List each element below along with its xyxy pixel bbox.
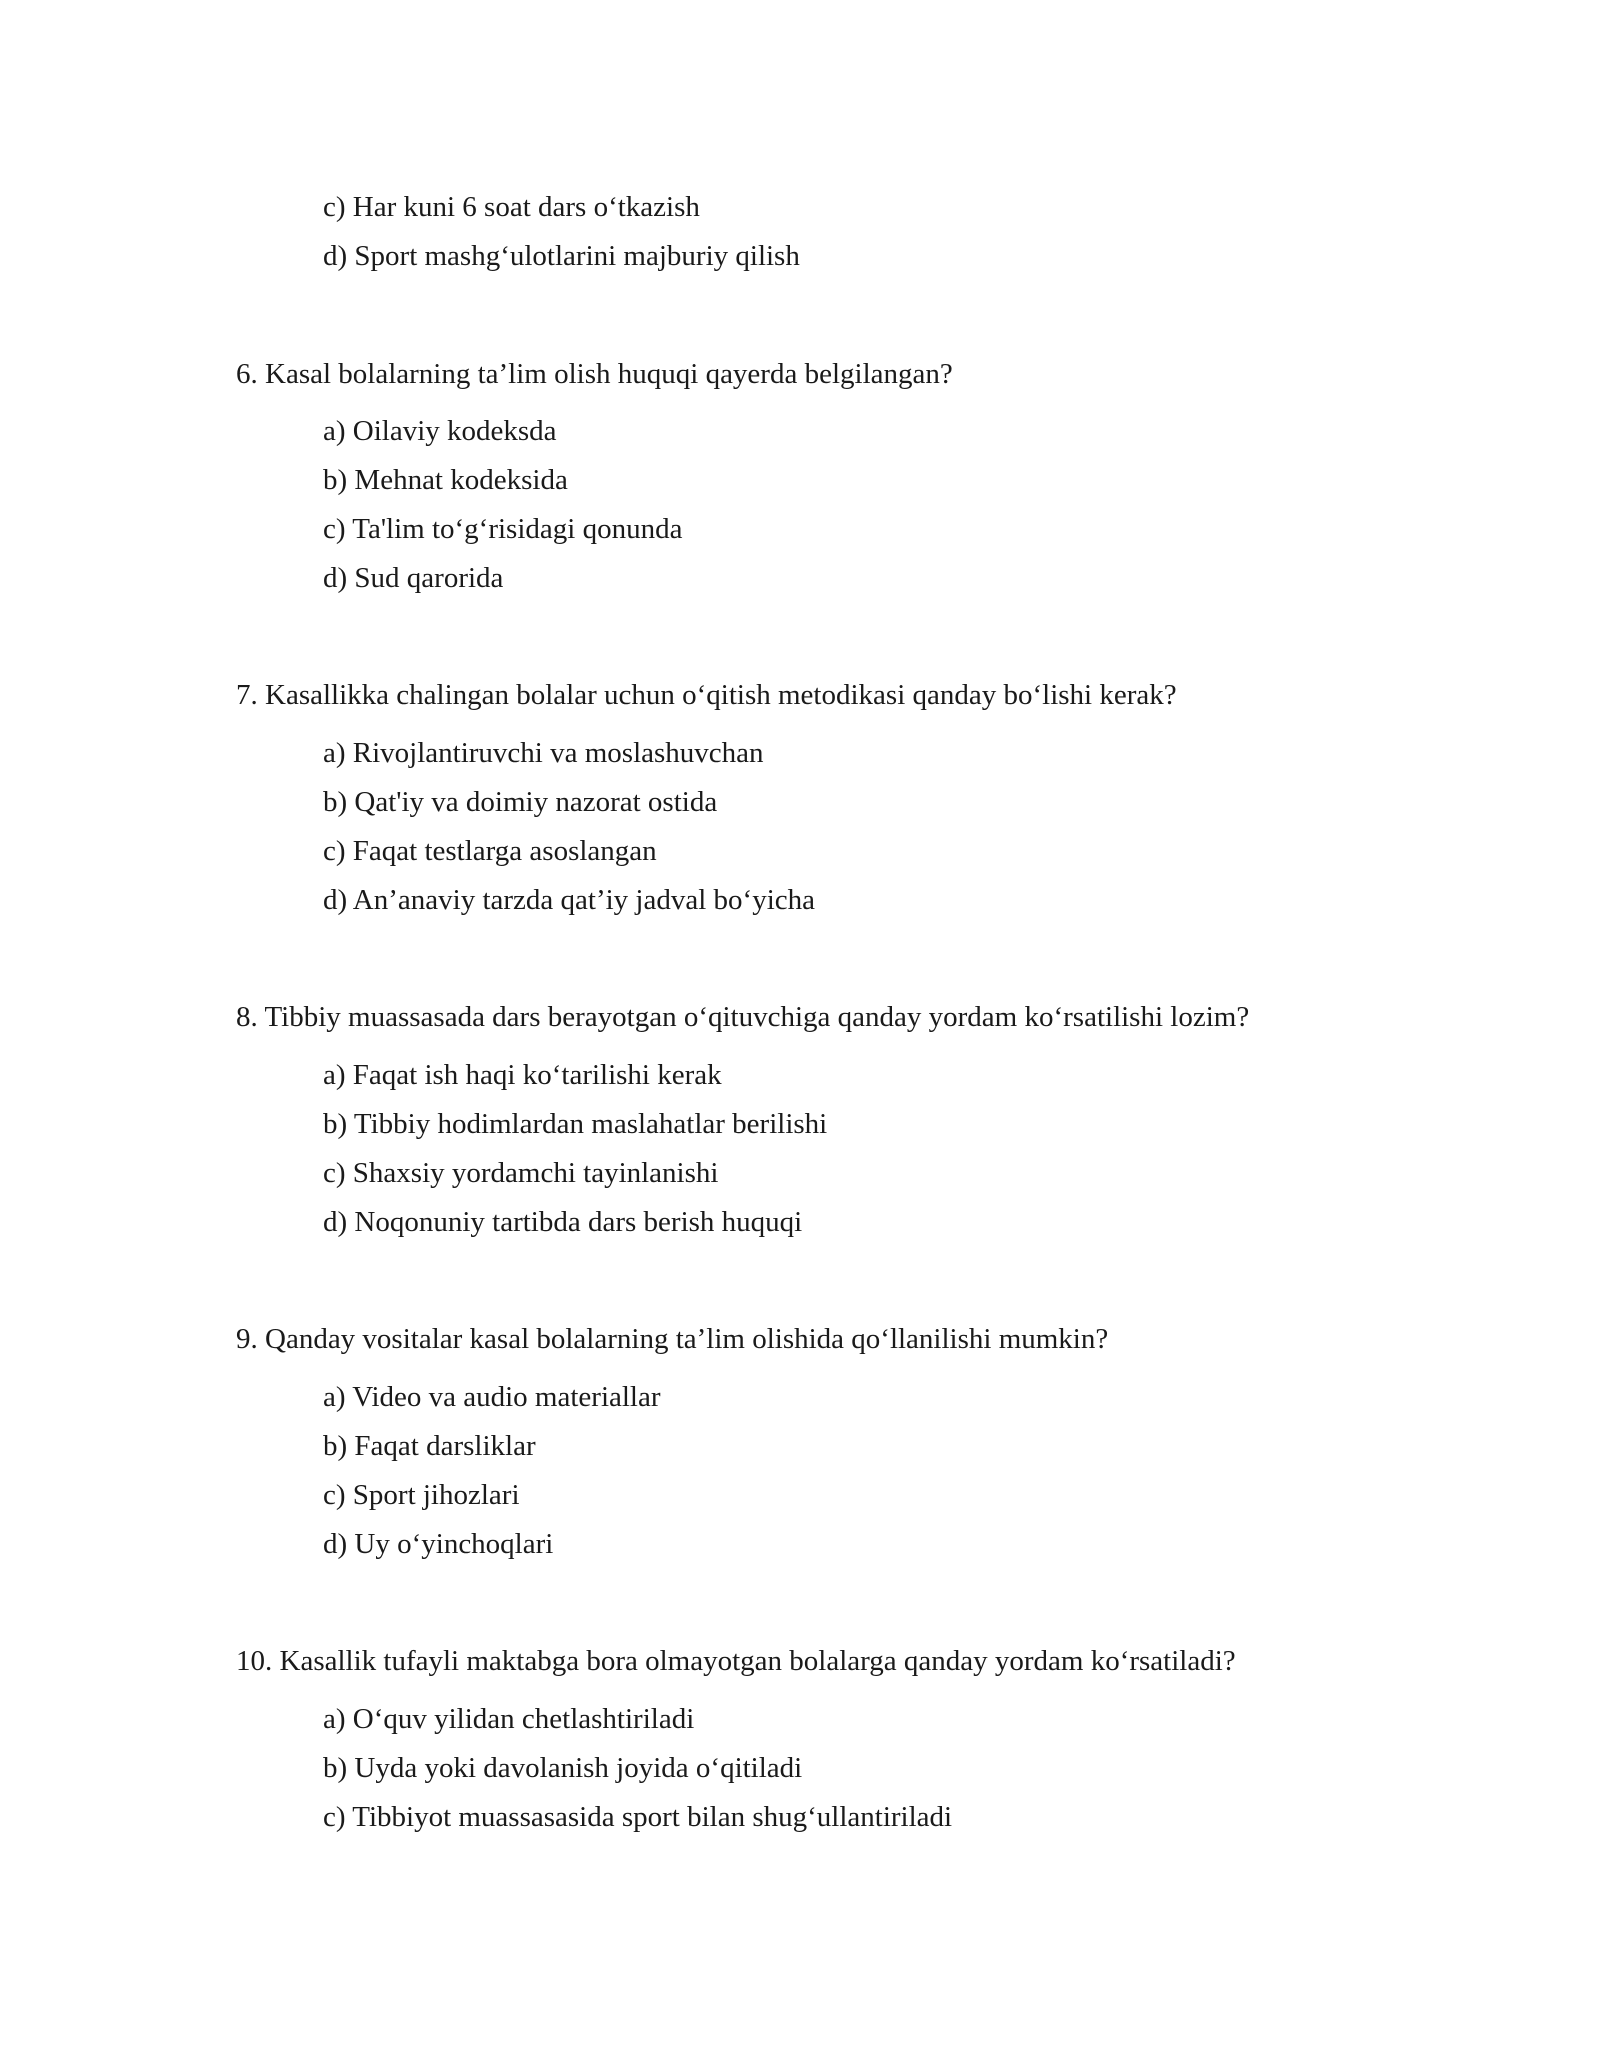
answer-option: b) Qat'iy va doimiy nazorat ostida: [323, 786, 718, 818]
answer-option: c) Sport jihozlari: [323, 1479, 520, 1511]
answer-option: d) Sud qarorida: [323, 562, 504, 594]
answer-option: d) Sport mashg‘ulotlarini majburiy qilish: [323, 240, 800, 272]
question-7: 7. Kasallikka chalingan bolalar uchun o‘qitish metodikasi qanday bo‘lishi kerak?: [236, 679, 1177, 711]
answer-option: a) Rivojlantiruvchi va moslashuvchan: [323, 737, 764, 769]
answer-option: b) Mehnat kodeksida: [323, 464, 568, 496]
answer-option: d) Uy o‘yinchoqlari: [323, 1528, 554, 1560]
answer-option: c) Ta'lim to‘g‘risidagi qonunda: [323, 513, 683, 545]
answer-option: c) Tibbiyot muassasasida sport bilan shug‘ullantiriladi: [323, 1801, 953, 1833]
answer-option: c) Faqat testlarga asoslangan: [323, 835, 657, 867]
answer-option: b) Tibbiy hodimlardan maslahatlar berilishi: [323, 1108, 828, 1140]
answer-option: c) Shaxsiy yordamchi tayinlanishi: [323, 1157, 719, 1189]
question-9: 9. Qanday vositalar kasal bolalarning ta’lim olishida qo‘llanilishi mumkin?: [236, 1323, 1109, 1355]
question-6: 6. Kasal bolalarning ta’lim olish huquqi qayerda belgilangan?: [236, 358, 953, 390]
answer-option: d) Noqonuniy tartibda dars berish huquqi: [323, 1206, 803, 1238]
answer-option: b) Uyda yoki davolanish joyida o‘qitiladi: [323, 1752, 803, 1784]
answer-option: a) Oilaviy kodeksda: [323, 415, 557, 447]
answer-option: a) Faqat ish haqi ko‘tarilishi kerak: [323, 1059, 722, 1091]
question-10: 10. Kasallik tufayli maktabga bora olmayotgan bolalarga qanday yordam ko‘rsatiladi?: [236, 1645, 1236, 1677]
answer-option: a) Video va audio materiallar: [323, 1381, 661, 1413]
answer-option: d) An’anaviy tarzda qat’iy jadval bo‘yicha: [323, 884, 815, 916]
answer-option: a) O‘quv yilidan chetlashtiriladi: [323, 1703, 695, 1735]
question-8: 8. Tibbiy muassasada dars berayotgan o‘qituvchiga qanday yordam ko‘rsatilishi lozim?: [236, 1001, 1250, 1033]
answer-option: c) Har kuni 6 soat dars o‘tkazish: [323, 191, 700, 223]
answer-option: b) Faqat darsliklar: [323, 1430, 536, 1462]
